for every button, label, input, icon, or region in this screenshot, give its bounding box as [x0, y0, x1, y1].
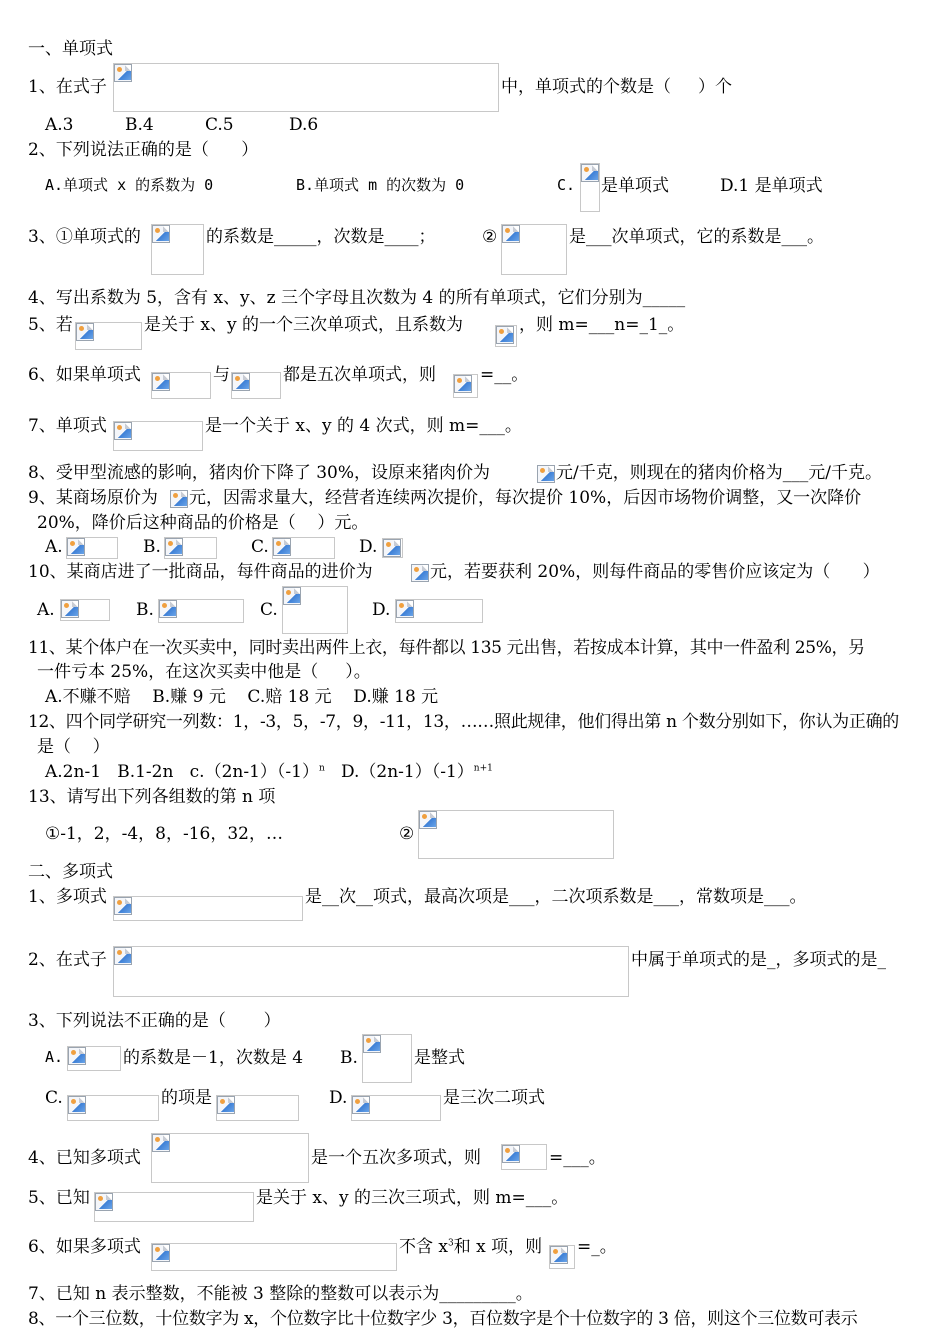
formula-image [231, 372, 281, 399]
broken-image-icon [152, 373, 170, 391]
formula-image [151, 1243, 397, 1271]
formula-image [351, 1095, 441, 1121]
question-7: 7、已知 n 表示整数，不能被 3 整除的整数可以表示为_________。 [28, 1284, 533, 1304]
question-6-prefix: 6、如果单项式 [28, 365, 141, 385]
option-d: D. [359, 537, 378, 557]
broken-image-icon [152, 1244, 170, 1262]
broken-image-icon [114, 897, 132, 915]
question-8-text: 元/千克，则现在的猪肉价格为___元/千克。 [556, 463, 882, 483]
question-7-text: 是一个关于 x、y 的 4 次式，则 m=___。 [205, 416, 522, 436]
question-11-line2: 一件亏本 25%，在这次买卖中他是（ ）。 [37, 662, 371, 682]
option-a: A.3 [45, 115, 74, 135]
formula-image [395, 599, 483, 623]
section-title-2: 二、多项式 [28, 862, 113, 882]
formula-image [151, 1133, 309, 1183]
formula-image [382, 538, 403, 558]
question-13: 13、请写出下列各组数的第 n 项 [28, 787, 276, 807]
sequence-2-label: ② [399, 824, 415, 844]
question-12-line2: 是（ ） [37, 737, 110, 757]
option-d-text: 是三次二项式 [443, 1088, 545, 1108]
question-7-prefix: 7、单项式 [28, 416, 107, 436]
question-4-text: 是一个五次多项式，则 [311, 1148, 481, 1168]
formula-image [158, 599, 244, 623]
formula-image [537, 465, 555, 483]
question-5-text: 是关于 x、y 的三次三项式，则 m=___。 [256, 1188, 569, 1208]
option-c: C. [557, 176, 576, 194]
formula-image [411, 564, 429, 582]
option-d: D.6 [289, 115, 319, 135]
question-1-suffix: 中，单项式的个数是（ ）个 [501, 77, 733, 97]
formula-image [113, 896, 303, 921]
broken-image-icon [383, 539, 401, 557]
question-5-suffix: ，则 m=___n=_1_。 [519, 315, 685, 335]
broken-image-icon [550, 1246, 568, 1264]
broken-image-icon [159, 600, 177, 618]
question-1-text: 是__次__项式，最高次项是___，二次项系数是___，常数项是___。 [305, 887, 807, 907]
question-10-prefix: 10、某商店进了一批商品，每件商品的进价为 [28, 562, 373, 582]
option-a: A. [45, 1048, 64, 1066]
formula-image [67, 1046, 121, 1071]
question-6-prefix: 6、如果多项式 [28, 1237, 141, 1257]
question-5-prefix: 5、若 [28, 315, 73, 335]
option-b: B. [143, 537, 161, 557]
question-4: 4、写出系数为 5，含有 x、y、z 三个字母且次数为 4 的所有单项式，它们分别为_____ [28, 288, 686, 308]
question-6-suffix: =_。 [577, 1237, 617, 1257]
question-3: 3、下列说法不正确的是（ ） [28, 1011, 281, 1031]
broken-image-icon [217, 1096, 235, 1114]
question-3-part2-text: 是___次单项式，它的系数是___。 [569, 227, 824, 247]
question-4-prefix: 4、已知多项式 [28, 1148, 141, 1168]
question-12: 12、四个同学研究一列数：1，-3，5，-7，9，-11，13，……照此规律，他们得出第 n 个数分别如下，你认为正确的 [28, 712, 899, 732]
broken-image-icon [537, 465, 555, 483]
question-6-and: 与 [213, 365, 230, 385]
formula-image [282, 586, 348, 634]
question-3-part2-label: ② [482, 227, 498, 247]
broken-image-icon [68, 1047, 86, 1065]
question-3-prefix: 3、①单项式的 [28, 227, 141, 247]
broken-image-icon [95, 1193, 113, 1211]
broken-image-icon [152, 1134, 170, 1152]
broken-image-icon [165, 538, 183, 556]
question-9-prefix: 9、某商场原价为 [28, 488, 158, 508]
option-c-text: 是单项式 [601, 176, 669, 196]
broken-image-icon [232, 373, 250, 391]
option-c: C. [251, 537, 269, 557]
broken-image-icon [396, 600, 414, 618]
section-title-1: 一、单项式 [28, 39, 113, 59]
option-c-text: 的项是 [161, 1088, 212, 1108]
option-c: C. [45, 1088, 63, 1108]
option-d: D. [372, 600, 391, 620]
question-5-prefix: 5、已知 [28, 1188, 90, 1208]
broken-image-icon [114, 422, 132, 440]
broken-image-icon [502, 1145, 520, 1163]
formula-image [501, 1144, 547, 1170]
broken-image-icon [502, 225, 520, 243]
sequence-1: ①-1，2，-4，8，-16，32，… [45, 824, 283, 844]
formula-image [151, 372, 211, 399]
formula-image [495, 325, 517, 347]
option-c: C. [260, 600, 278, 620]
broken-image-icon [76, 323, 94, 341]
option-b: B.单项式 m 的次数为 0 [296, 176, 465, 194]
option-a: A.单项式 x 的系数为 0 [45, 176, 214, 194]
formula-image [67, 1095, 159, 1121]
broken-image-icon [419, 811, 437, 829]
formula-image [164, 537, 217, 559]
question-2-text: 中属于单项式的是_，多项式的是_ [631, 950, 886, 970]
question-11-options: A.不赚不赔 B.赚 9 元 C.赔 18 元 D.赚 18 元 [45, 687, 439, 707]
broken-image-icon [114, 64, 132, 82]
option-b: B. [340, 1048, 358, 1068]
formula-image [170, 490, 188, 508]
question-1-prefix: 1、在式子 [28, 77, 107, 97]
formula-image [75, 322, 142, 350]
question-2: 2、下列说法正确的是（ ） [28, 140, 259, 160]
formula-image [151, 224, 204, 275]
option-b: B. [136, 600, 154, 620]
formula-image [113, 946, 629, 997]
broken-image-icon [454, 375, 472, 393]
formula-image [362, 1034, 412, 1083]
question-5-text: 是关于 x、y 的一个三次单项式，且系数为 [144, 315, 463, 335]
question-6-text: 不含 $x^3$和 x 项，则 [399, 1237, 543, 1257]
formula-image [113, 421, 203, 451]
formula-image [272, 537, 335, 559]
broken-image-icon [170, 490, 188, 508]
question-8: 8、一个三位数，十位数字为 x，个位数字比十位数字少 3，百位数字是个十位数字的 3 倍，则这个三位数可表示 [28, 1309, 858, 1329]
option-a: A. [37, 600, 55, 620]
broken-image-icon [152, 225, 170, 243]
option-a: A. [45, 537, 63, 557]
formula-image [453, 374, 478, 398]
broken-image-icon [352, 1096, 370, 1114]
formula-image [418, 810, 614, 859]
broken-image-icon [61, 600, 79, 618]
question-1-prefix: 1、多项式 [28, 887, 107, 907]
broken-image-icon [67, 538, 85, 556]
broken-image-icon [496, 326, 514, 344]
broken-image-icon [283, 587, 301, 605]
question-6-suffix: =__。 [480, 365, 529, 385]
question-3-text: 的系数是_____，次数是____； [206, 227, 436, 247]
formula-image [94, 1192, 254, 1222]
question-10-text: 元，若要获利 20%，则每件商品的零售价应该定为（ ） [430, 562, 880, 582]
question-12-options: A.2n-1 B.1-2n $c.(2n-1)(-1)^n$ $D.(2n-1)(-1)^{n+1}$ [45, 762, 493, 782]
formula-image [501, 224, 567, 275]
broken-image-icon [581, 164, 599, 182]
formula-image [549, 1245, 575, 1269]
option-b: B.4 [125, 115, 154, 135]
question-9-text: 元，因需求量大，经营者连续两次提价，每次提价 10%，后因市场物价调整，又一次降价 [189, 488, 862, 508]
question-8-prefix: 8、受甲型流感的影响，猪肉价下降了 30%，设原来猪肉价为 [28, 463, 491, 483]
broken-image-icon [363, 1035, 381, 1053]
broken-image-icon [68, 1096, 86, 1114]
option-c: C.5 [205, 115, 234, 135]
question-2-prefix: 2、在式子 [28, 950, 107, 970]
question-9-text-line2: 20%，降价后这种商品的价格是（ ）元。 [37, 513, 369, 533]
broken-image-icon [411, 564, 429, 582]
question-11: 11、某个体户在一次买卖中，同时卖出两件上衣，每件都以 135 元出售，若按成本计算，其中一件盈利 25%，另 [28, 638, 865, 658]
broken-image-icon [273, 538, 291, 556]
question-4-suffix: =___。 [549, 1148, 606, 1168]
formula-image [60, 599, 110, 621]
broken-image-icon [114, 947, 132, 965]
option-d: D. [329, 1088, 348, 1108]
question-6-text: 都是五次单项式，则 [283, 365, 436, 385]
formula-image [580, 163, 600, 212]
option-d: D.1 是单项式 [720, 176, 823, 196]
formula-image [216, 1095, 299, 1121]
option-b-text: 是整式 [414, 1048, 465, 1068]
option-a-text: 的系数是－1，次数是 4 [123, 1048, 304, 1068]
formula-image [113, 63, 499, 112]
formula-image [66, 537, 118, 559]
